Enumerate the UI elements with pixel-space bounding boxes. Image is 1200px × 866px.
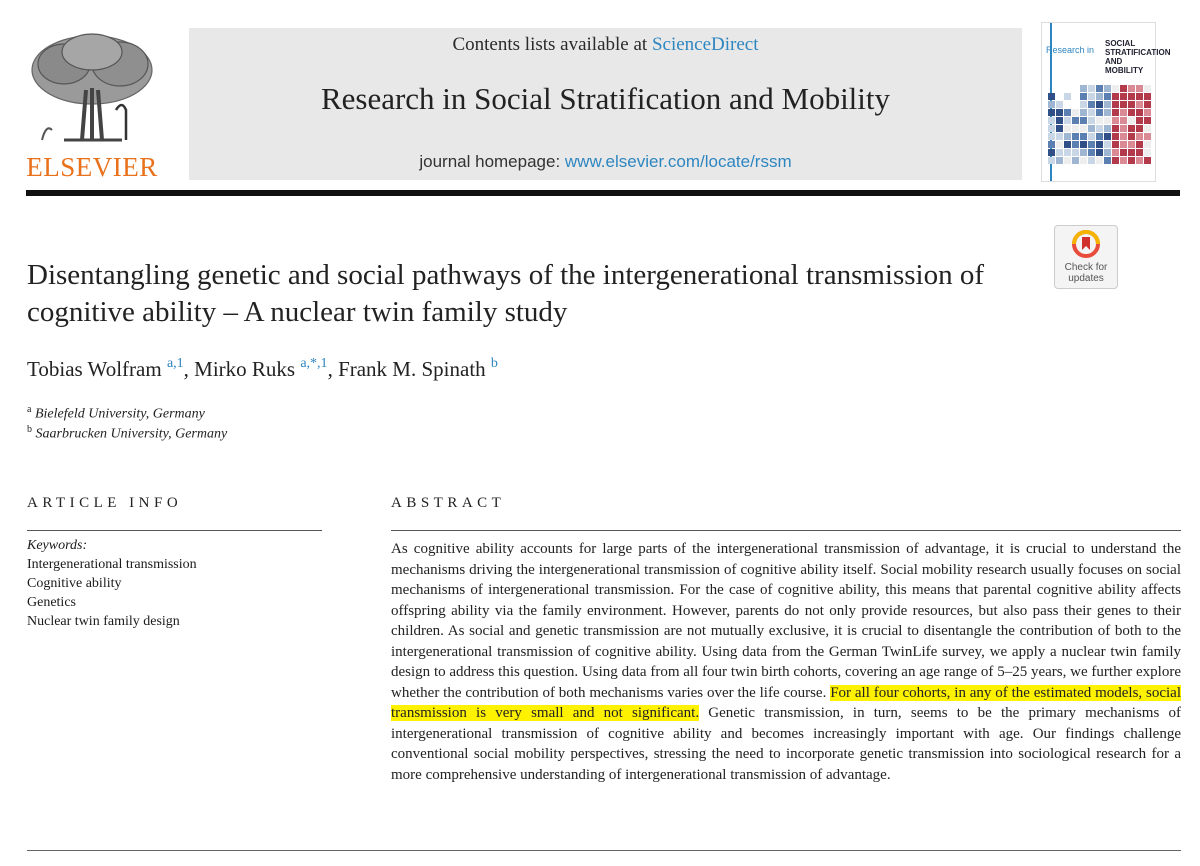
keyword-item: Cognitive ability [27,576,122,591]
cover-mosaic-tile [1128,157,1135,164]
cover-mosaic-tile [1136,157,1143,164]
author-name[interactable]: Mirko Ruks [194,357,296,381]
abstract-body: Genetic transmission, in turn, seems to be the primary mechanisms of intergenerational transmission of cognitive ability and becomes increasingly important with age. Our findings challenge conventional social mobility perspectives, stressing the need to incorporate genetic transmission into sociological research for a more comprehensive understanding of intergenerational transmission of advantage. [391,705,1181,783]
author-affiliation-ref[interactable]: a,1 [166,356,184,371]
cover-mosaic-tile [1048,141,1055,148]
cover-mosaic-graphic [1048,85,1152,165]
check-for-updates-button[interactable] [1054,225,1118,289]
cover-mosaic-tile [1080,93,1087,100]
cover-mosaic-tile [1080,157,1087,164]
cover-mosaic-tile [1096,125,1103,132]
cover-mosaic-tile [1144,93,1151,100]
cover-mosaic-tile [1136,101,1143,108]
cover-mosaic-tile [1048,101,1055,108]
contents-available-line [189,34,1022,56]
cover-mosaic-tile [1120,149,1127,156]
cover-mosaic-tile [1104,141,1111,148]
cover-mosaic-tile [1136,93,1143,100]
affiliation-a: $^a$ Bielefeld University, Germany [27,404,205,422]
cover-mosaic-tile [1048,133,1055,140]
abstract-rule [391,530,1181,531]
cover-mosaic-tile [1088,117,1095,124]
cover-mosaic-tile [1080,141,1087,148]
article-title: Disentangling genetic and social pathways of the intergenerational transmission of cognitive ability – A nuclear twin family study [27,259,985,328]
cover-mosaic-tile [1096,93,1103,100]
cover-mosaic-tile [1120,117,1127,124]
cover-mosaic-tile [1096,141,1103,148]
cover-mosaic-tile [1080,133,1087,140]
cover-mosaic-tile [1144,133,1151,140]
cover-title: SOCIAL STRATIFICATION AND MOBILITY [1105,39,1171,75]
cover-mosaic-tile [1072,117,1079,124]
cover-mosaic-tile [1128,101,1135,108]
cover-mosaic-tile [1128,141,1135,148]
cover-mosaic-tile [1080,149,1087,156]
cover-mosaic-tile [1104,101,1111,108]
cover-mosaic-tile [1048,157,1055,164]
cover-mosaic-tile [1072,141,1079,148]
cover-mosaic-tile [1144,157,1151,164]
cover-mosaic-tile [1088,133,1095,140]
cover-mosaic-tile [1120,157,1127,164]
cover-mosaic-tile [1088,93,1095,100]
cover-mosaic-tile [1128,133,1135,140]
sciencedirect-link[interactable]: ScienceDirect [651,34,759,55]
cover-mosaic-tile [1096,157,1103,164]
cover-mosaic-tile [1056,125,1063,132]
journal-homepage-link[interactable]: www.elsevier.com/locate/rssm [564,152,792,171]
journal-cover-thumbnail[interactable] [1041,22,1171,182]
cover-mosaic-tile [1048,125,1055,132]
cover-mosaic-tile [1088,141,1095,148]
abstract-highlighted-sentence: For all four cohorts, in any of the estimated models, social transmission is very small and not significant. [391,684,1182,721]
cover-mosaic-tile [1128,125,1135,132]
author-affiliation-ref[interactable]: a,*,1 [300,356,328,371]
cover-mosaic-tile [1088,125,1095,132]
affiliation-b: $^b$ Saarbrucken University, Germany [27,424,228,442]
cover-research-in: Research in [1046,45,1095,55]
cover-mosaic-tile [1064,157,1071,164]
cover-mosaic-tile [1080,101,1087,108]
cover-mosaic-tile [1096,149,1103,156]
cover-mosaic-tile [1064,149,1071,156]
cover-mosaic-tile [1056,117,1063,124]
cover-mosaic-tile [1112,157,1119,164]
cover-mosaic-tile [1104,125,1111,132]
cover-mosaic-tile [1080,117,1087,124]
cover-mosaic-tile [1064,93,1071,100]
journal-homepage-line [189,152,1022,172]
cover-mosaic-tile [1120,109,1127,116]
author-list: Tobias Wolfram $^{a,1}$, Mirko Ruks $^{a,*,1}$, Frank M. Spinath $^b$ [27,356,498,381]
cover-mosaic-tile [1120,133,1127,140]
homepage-prefix: journal homepage: [419,152,565,171]
cover-mosaic-tile [1088,101,1095,108]
cover-mosaic-tile [1136,109,1143,116]
cover-mosaic-tile [1056,149,1063,156]
cover-mosaic-tile [1112,133,1119,140]
cover-mosaic-tile [1048,117,1055,124]
elsevier-wordmark: ELSEVIER [26,152,158,182]
article-info-rule [27,530,322,531]
cover-mosaic-tile [1120,85,1127,92]
check-for-updates-icon [1072,230,1100,260]
cover-mosaic-tile [1072,133,1079,140]
cover-mosaic-tile [1136,149,1143,156]
cover-mosaic-tile [1104,157,1111,164]
cover-mosaic-tile [1144,85,1151,92]
journal-banner [189,28,1022,180]
cover-mosaic-tile [1128,109,1135,116]
cover-mosaic-tile [1112,141,1119,148]
cover-mosaic-tile [1048,93,1055,100]
cover-mosaic-tile [1128,149,1135,156]
cover-mosaic-tile [1144,117,1151,124]
author-affiliation-ref[interactable]: b [490,356,498,371]
cover-mosaic-tile [1088,149,1095,156]
cover-mosaic-tile [1072,149,1079,156]
cover-mosaic-tile [1104,93,1111,100]
cover-mosaic-tile [1104,149,1111,156]
cover-mosaic-tile [1056,157,1063,164]
cover-mosaic-tile [1136,141,1143,148]
cover-mosaic-tile [1144,101,1151,108]
cover-mosaic-tile [1128,117,1135,124]
cover-mosaic-tile [1056,141,1063,148]
header-rule [26,190,1180,196]
cover-mosaic-tile [1112,149,1119,156]
author-name[interactable]: Frank M. Spinath [338,357,486,381]
cover-mosaic-tile [1136,117,1143,124]
cover-mosaic-tile [1048,149,1055,156]
cover-mosaic-tile [1136,85,1143,92]
keyword-item: Nuclear twin family design [27,614,180,629]
cover-mosaic-tile [1064,141,1071,148]
footer-rule [27,850,1181,851]
cover-mosaic-tile [1056,109,1063,116]
author-name[interactable]: Tobias Wolfram [27,357,162,381]
contents-prefix: Contents lists available at [452,34,652,55]
article-info-heading: ARTICLE INFO [27,495,183,511]
cover-mosaic-tile [1088,109,1095,116]
cover-mosaic-tile [1096,133,1103,140]
cover-mosaic-tile [1144,109,1151,116]
abstract-heading: ABSTRACT [391,495,506,511]
cover-mosaic-tile [1096,85,1103,92]
abstract-body: As cognitive ability accounts for large parts of the intergenerational transmission of advantage, it is crucial to understand the mechanisms driving the intergenerational transmission of cognitive ability itself. Social mobility research usually focuses on social mechanisms of intergenerational transmission. For the case of cognitive ability, this means that parental cognitive ability affects offspring ability via the family environment. However, parents do not only provide resources, but also pass their genes to their children. As social and genetic transmission are not mutually exclusive, it is crucial to disentangle the contribution of both to the intergenerational transmission of cognitive ability. Using data from the German TwinLife survey, we apply a nuclear twin family design to address this question. Using data from all four twin birth cohorts, covering an age range of 5–25 years, we further explore whether the contribution of both mechanisms varies over the life course. [391,541,1181,701]
cover-mosaic-tile [1144,141,1151,148]
cover-mosaic-tile [1064,133,1071,140]
cover-mosaic-tile [1112,85,1119,92]
keywords-label: Keywords: [27,538,88,553]
cover-mosaic-tile [1104,85,1111,92]
cover-mosaic-tile [1080,125,1087,132]
cover-mosaic-tile [1112,93,1119,100]
cover-mosaic-tile [1072,157,1079,164]
check-for-updates-label: Check for updates [1064,262,1108,284]
cover-mosaic-tile [1120,125,1127,132]
cover-mosaic-tile [1144,125,1151,132]
cover-mosaic-tile [1064,125,1071,132]
elsevier-logo[interactable] [24,30,160,180]
cover-mosaic-tile [1112,125,1119,132]
cover-mosaic-tile [1096,101,1103,108]
cover-mosaic-tile [1104,117,1111,124]
cover-mosaic-tile [1080,85,1087,92]
cover-mosaic-tile [1064,117,1071,124]
cover-mosaic-tile [1144,149,1151,156]
abstract-text [391,539,1181,785]
cover-mosaic-tile [1120,101,1127,108]
cover-mosaic-tile [1080,109,1087,116]
cover-mosaic-tile [1112,117,1119,124]
cover-mosaic-tile [1136,133,1143,140]
cover-mosaic-tile [1048,109,1055,116]
cover-mosaic-tile [1096,109,1103,116]
cover-mosaic-tile [1072,109,1079,116]
journal-title[interactable]: Research in Social Stratification and Mobility [320,81,891,116]
cover-mosaic-tile [1104,109,1111,116]
cover-mosaic-tile [1096,117,1103,124]
cover-mosaic-tile [1056,101,1063,108]
keyword-item: Intergenerational transmission [27,557,197,572]
cover-mosaic-tile [1120,93,1127,100]
cover-mosaic-tile [1104,133,1111,140]
cover-mosaic-tile [1128,85,1135,92]
cover-mosaic-tile [1072,125,1079,132]
cover-mosaic-tile [1112,101,1119,108]
cover-mosaic-tile [1136,125,1143,132]
elsevier-tree-icon [24,30,160,148]
cover-mosaic-tile [1112,109,1119,116]
cover-mosaic-tile [1088,85,1095,92]
cover-mosaic-tile [1056,133,1063,140]
cover-mosaic-tile [1120,141,1127,148]
keyword-item: Genetics [27,595,76,610]
cover-mosaic-tile [1088,157,1095,164]
cover-mosaic-tile [1064,109,1071,116]
cover-mosaic-tile [1128,93,1135,100]
